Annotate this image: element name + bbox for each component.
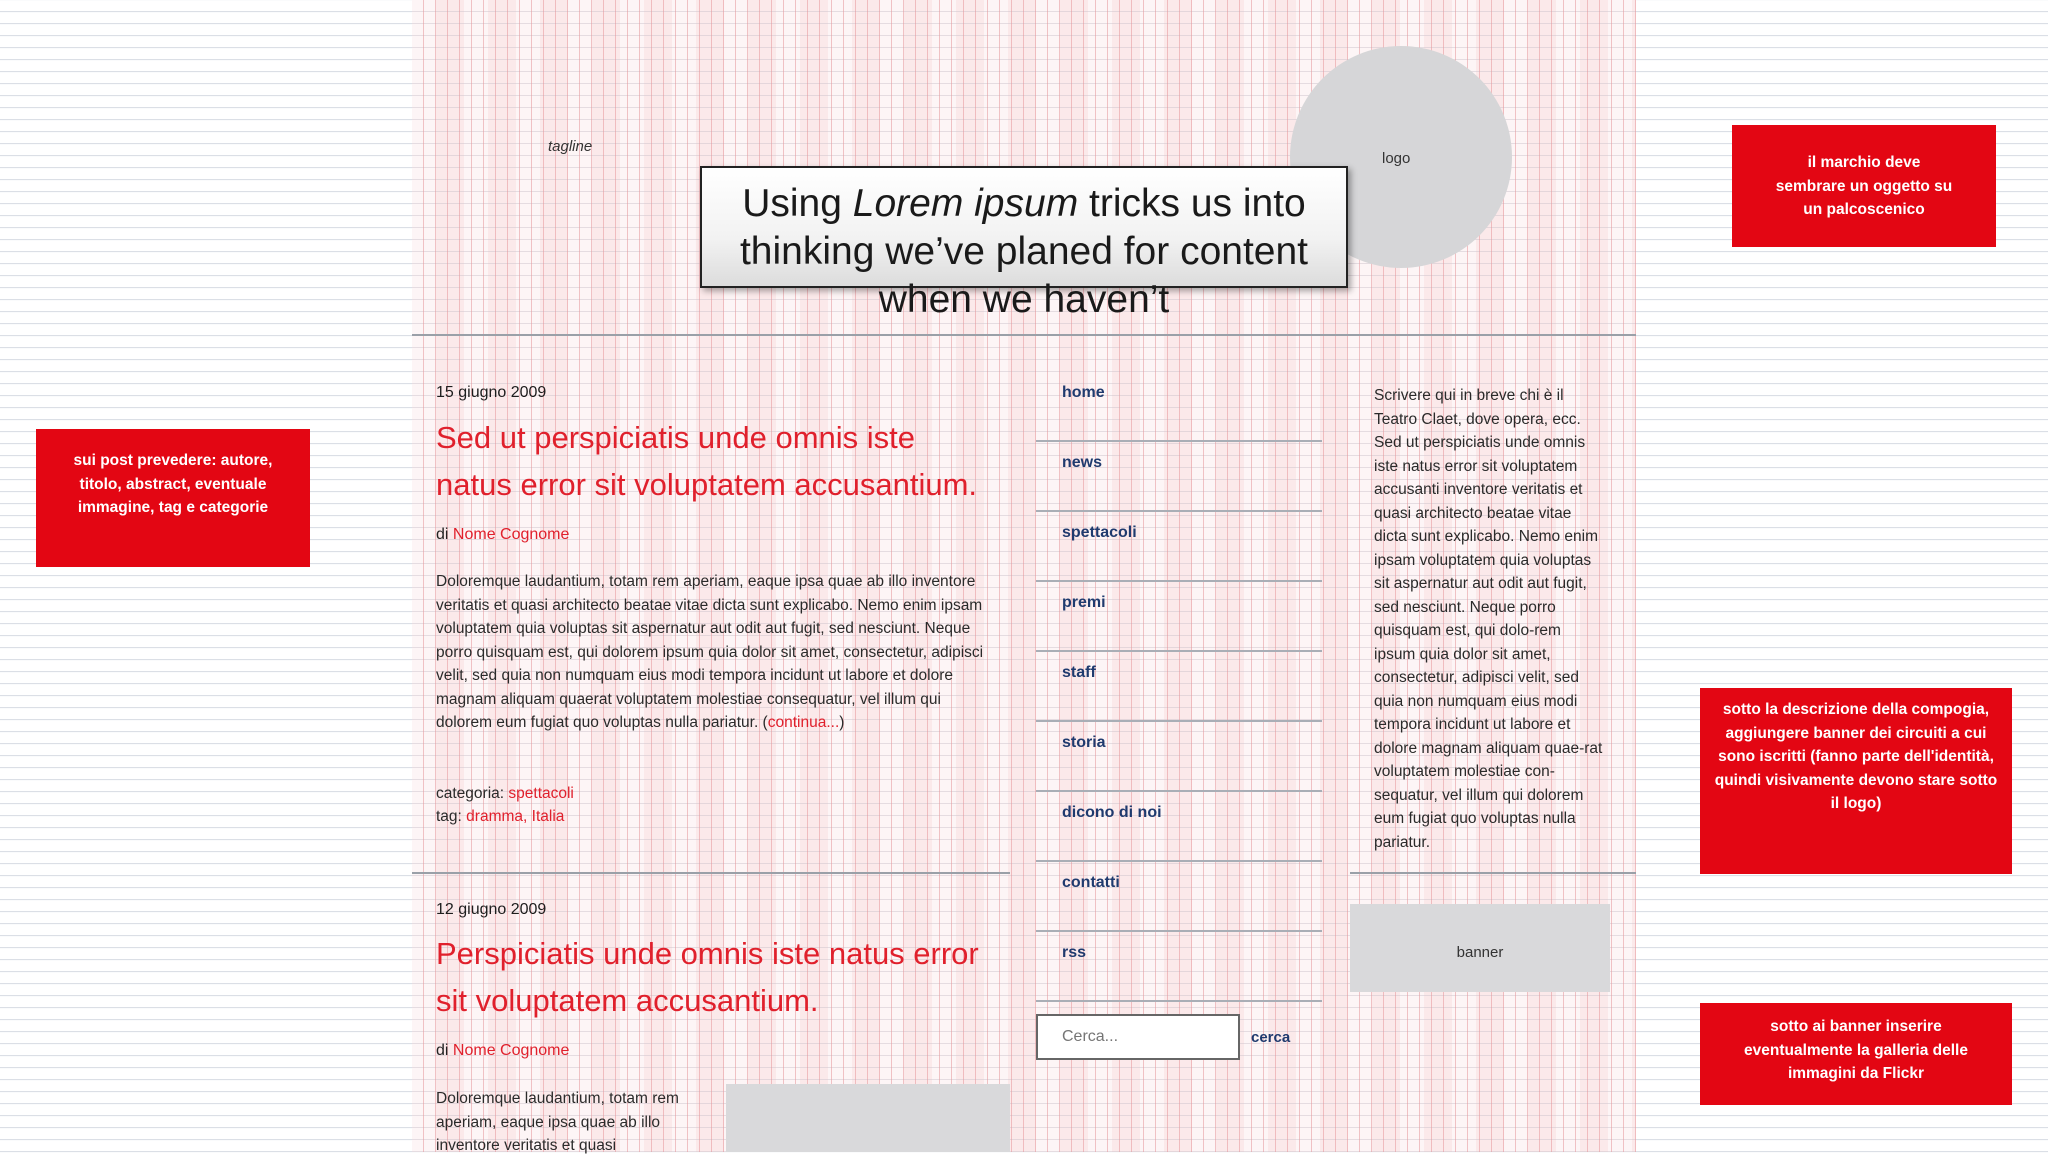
post-divider [412,872,1010,874]
category-link[interactable]: spettacoli [508,785,574,802]
post-1-tags [436,805,564,829]
nav-item-spettacoli[interactable] [1036,512,1322,582]
about-text: Scrivere qui in breve chi è il Teatro Claet, dove opera, ecc. Sed ut perspiciatis unde omnis iste natus error sit voluptatem accusanti inventore veritatis et quasi architecto beatae vitae dicta sunt explicabo. Nemo enim ipsam voluptatem quia voluptas sit aspernatur aut odit aut fugit, sed nesciunt. Neque porro quisquam est, qui dolo-rem ipsum quia dolor sit amet, consectetur, adipisci velit, sed quia non numquam eius modi tempora incidunt ut labore et dolore magnam aliquam quae-rat voluptatem molestiae con-sequatur, vel illum qui dolorem eum fugiat quo voluptas nulla pariatur. [1374,387,1603,851]
nav-item-home[interactable] [1036,372,1322,442]
post-1-excerpt-text: Doloremque laudantium, totam rem aperiam, eaque ipsa quae ab illo inventore veritatis et quasi architecto beatae vitae dicta sunt explicabo. Nemo enim ipsam voluptatem quia voluptas sit aspernatur aut odit aut fugit, sed nesciunt. Neque porro quisquam est, qui dolorem ipsum quia dolor sit amet, consectetur, adipisci velit, sed quia non numquam eius modi tempora incidunt ut labore et dolore magnam aliquam quaerat voluptatem molestiae consequatur, vel illum qui dolorem eum fugiat quo voluptas nulla pariatur. ( [436,573,984,731]
tag-link-dramma[interactable]: dramma [466,808,524,825]
post-1-title[interactable]: Sed ut perspiciatis unde omnis iste natus error sit voluptatem accusantium. [436,420,978,502]
callout-emphasis: Lorem ipsum [852,182,1079,225]
post-2-by-prefix: di [436,1042,453,1059]
post-2-byline [436,1042,569,1060]
callout-before: Using [742,182,853,225]
post-2-excerpt: Doloremque laudantium, totam rem aperiam, eaque ipsa quae ab illo inventore veritatis et quasi [436,1090,679,1154]
nav-item-storia[interactable] [1036,722,1322,792]
callout-text [700,180,1348,324]
category-label: categoria: [436,785,509,802]
post-1-category [436,782,574,806]
post-1-author-link[interactable]: Nome Cognome [452,526,570,543]
nav-item-rss[interactable] [1036,932,1322,1002]
post-2-author-link[interactable]: Nome Cognome [452,1042,570,1059]
note-brand: il marchio deve sembrare un oggetto su un palcoscenico [1732,125,1996,247]
nav-item-news[interactable] [1036,442,1322,512]
post-1-excerpt-close: ) [839,714,845,731]
nav-rss-label: rss [1062,944,1087,961]
tagline: tagline [548,138,593,155]
nav-home-label: home [1062,384,1105,401]
banner-label: banner [1456,944,1504,961]
nav-item-premi[interactable] [1036,582,1322,652]
post-2-image-placeholder [726,1084,1010,1152]
nav-staff-label: staff [1062,664,1096,681]
post-1-date: 15 giugno 2009 [436,384,547,401]
note-flickr: sotto ai banner inserire eventualmente la galleria delle immagini da Flickr [1700,1003,2012,1105]
nav-item-contatti[interactable] [1036,862,1322,932]
search-input[interactable] [1036,1014,1240,1060]
search-button[interactable]: cerca [1251,1029,1291,1046]
nav-item-staff[interactable] [1036,652,1322,722]
tag-separator: , [523,808,532,825]
nav-news-label: news [1062,454,1103,471]
post-1-byline [436,526,569,544]
logo-label: logo [1382,150,1411,167]
about-divider [1350,872,1636,874]
post-1-by-prefix: di [436,526,453,543]
post-1-excerpt [436,570,984,735]
note-posts: sui post prevedere: autore, titolo, abstract, eventuale immagine, tag e categorie [36,429,310,567]
nav-dicono-di-noi-label: dicono di noi [1062,804,1162,821]
post-2-title[interactable]: Perspiciatis unde omnis iste natus error sit voluptatem accusantium. [436,936,979,1018]
header-divider [412,334,1636,336]
nav-spettacoli-label: spettacoli [1062,524,1137,541]
post-1-continue-link[interactable]: continua... [767,714,840,731]
post-2-date: 12 giugno 2009 [436,901,547,918]
nav-contatti-label: contatti [1062,874,1120,891]
note-banners: sotto la descrizione della compogia, aggiungere banner dei circuiti a cui sono iscritti (fanno parte dell'identità, quindi visivamente devono stare sotto il logo) [1700,688,2012,874]
tag-link-italia[interactable]: Italia [531,808,565,825]
nav-storia-label: storia [1062,734,1106,751]
callout-after: tricks us into thinking we’ve planed for content when we haven’t [739,182,1309,321]
nav-item-dicono-di-noi[interactable] [1036,792,1322,862]
nav-premi-label: premi [1062,594,1106,611]
tag-label: tag: [436,808,467,825]
